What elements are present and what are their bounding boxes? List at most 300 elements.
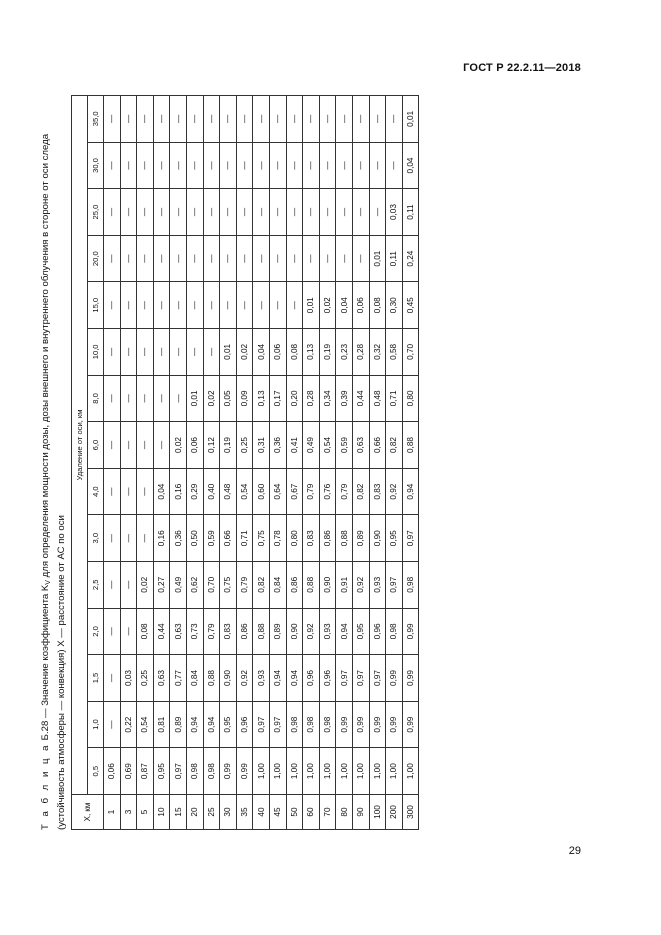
- table-cell: —: [170, 375, 187, 422]
- table-cell: —: [369, 189, 386, 236]
- table-cell: —: [369, 142, 386, 189]
- row-distance-cell: 1: [104, 795, 121, 830]
- table-cell: 0,89: [170, 701, 187, 748]
- table-word: Т а б л и ц а: [40, 743, 51, 830]
- coefficient-table: [71, 95, 419, 830]
- table-cell: 0,97: [402, 515, 419, 562]
- table-cell: 0,19: [220, 422, 237, 469]
- table-cell: —: [286, 96, 303, 143]
- table-cell: 0,92: [236, 655, 253, 702]
- table-cell: —: [120, 562, 137, 609]
- table-cell: 0,41: [286, 422, 303, 469]
- table-cell: 0,28: [352, 329, 369, 376]
- table-cell: 0,22: [120, 701, 137, 748]
- row-distance-cell: 30: [220, 795, 237, 830]
- table-cell: 0,98: [386, 608, 403, 655]
- table-cell: 0,90: [319, 562, 336, 609]
- table-cell: —: [303, 235, 320, 282]
- table-cell: 0,04: [153, 468, 170, 515]
- table-cell: 0,94: [203, 701, 220, 748]
- table-cell: 0,02: [203, 375, 220, 422]
- table-cell: 0,99: [386, 701, 403, 748]
- table-cell: 0,84: [269, 562, 286, 609]
- table-cell: —: [153, 329, 170, 376]
- table-cell: —: [186, 189, 203, 236]
- table-row: [153, 96, 170, 830]
- table-cell: —: [104, 282, 121, 329]
- table-row: [120, 96, 137, 830]
- table-cell: 0,94: [336, 608, 353, 655]
- table-cell: 1,00: [303, 748, 320, 795]
- table-cell: —: [104, 96, 121, 143]
- table-header-row-group: [72, 96, 88, 830]
- table-cell: 0,92: [303, 608, 320, 655]
- table-cell: 0,90: [220, 655, 237, 702]
- table-cell: 0,93: [369, 562, 386, 609]
- table-cell: —: [137, 422, 154, 469]
- table-cell: 0,99: [402, 655, 419, 702]
- table-cell: 0,01: [369, 235, 386, 282]
- table-cell: 0,86: [319, 515, 336, 562]
- table-cell: 0,99: [402, 608, 419, 655]
- table-cell: —: [352, 189, 369, 236]
- table-cell: 0,83: [220, 608, 237, 655]
- table-cell: —: [303, 189, 320, 236]
- table-cell: 0,89: [269, 608, 286, 655]
- table-cell: —: [203, 282, 220, 329]
- table-cell: 0,96: [319, 655, 336, 702]
- table-cell: 0,99: [352, 701, 369, 748]
- table-cell: —: [186, 96, 203, 143]
- table-cell: 0,08: [137, 608, 154, 655]
- column-header: 20,0: [88, 235, 104, 282]
- table-cell: 0,40: [203, 468, 220, 515]
- table-cell: —: [303, 142, 320, 189]
- page-number: 29: [568, 845, 581, 857]
- table-cell: 0,95: [352, 608, 369, 655]
- row-distance-cell: 200: [386, 795, 403, 830]
- table-cell: —: [269, 189, 286, 236]
- table-cell: —: [352, 96, 369, 143]
- table-row: [336, 96, 353, 830]
- table-cell: —: [336, 96, 353, 143]
- table-cell: 0,97: [336, 655, 353, 702]
- caption-text-rest: для определения мощности дозы, дозы внешнего и внутреннего облучения в стороне от оси следа (устойчивость атмосферы — конвекция) X — расстояние от АС по оси: [40, 133, 67, 830]
- table-cell: —: [170, 96, 187, 143]
- table-cell: 1,00: [386, 748, 403, 795]
- table-cell: 0,50: [186, 515, 203, 562]
- table-row: [269, 96, 286, 830]
- table-cell: 0,28: [303, 375, 320, 422]
- table-cell: 0,02: [319, 282, 336, 329]
- column-header: 4,0: [88, 468, 104, 515]
- table-cell: 0,70: [203, 562, 220, 609]
- table-cell: 0,08: [369, 282, 386, 329]
- table-cell: 0,97: [269, 701, 286, 748]
- table-cell: —: [104, 562, 121, 609]
- table-cell: 0,98: [319, 701, 336, 748]
- table-cell: 0,73: [186, 608, 203, 655]
- table-cell: 0,59: [336, 422, 353, 469]
- table-cell: —: [220, 282, 237, 329]
- table-cell: 0,75: [220, 562, 237, 609]
- row-distance-cell: 15: [170, 795, 187, 830]
- table-cell: 0,96: [236, 701, 253, 748]
- table-cell: —: [120, 329, 137, 376]
- table-cell: —: [137, 468, 154, 515]
- table-cell: 0,11: [386, 235, 403, 282]
- table-cell: —: [170, 282, 187, 329]
- table-cell: 1,00: [253, 748, 270, 795]
- table-cell: 0,77: [170, 655, 187, 702]
- table-cell: 0,09: [236, 375, 253, 422]
- table-cell: —: [153, 96, 170, 143]
- table-cell: —: [120, 515, 137, 562]
- row-distance-cell: 35: [236, 795, 253, 830]
- table-cell: —: [269, 235, 286, 282]
- row-distance-cell: 25: [203, 795, 220, 830]
- column-header: 6,0: [88, 422, 104, 469]
- table-row: [402, 96, 419, 830]
- table-cell: —: [286, 142, 303, 189]
- table-cell: 0,94: [269, 655, 286, 702]
- distance-group-header: Удаление от оси, км: [72, 96, 88, 795]
- column-header: 0,5: [88, 748, 104, 795]
- table-cell: 0,17: [269, 375, 286, 422]
- table-cell: 0,63: [170, 608, 187, 655]
- table-cell: —: [203, 142, 220, 189]
- table-cell: 0,88: [336, 515, 353, 562]
- table-cell: 0,90: [369, 515, 386, 562]
- table-cell: —: [236, 96, 253, 143]
- table-cell: —: [104, 329, 121, 376]
- table-row: [186, 96, 203, 830]
- table-cell: 0,63: [352, 422, 369, 469]
- table-cell: 0,44: [153, 608, 170, 655]
- table-cell: —: [203, 189, 220, 236]
- table-cell: 1,00: [369, 748, 386, 795]
- table-cell: —: [120, 96, 137, 143]
- table-cell: —: [137, 329, 154, 376]
- table-cell: 0,98: [402, 562, 419, 609]
- table-cell: —: [253, 189, 270, 236]
- table-cell: 0,13: [253, 375, 270, 422]
- x-column-header: X, км: [72, 795, 104, 830]
- table-cell: —: [104, 655, 121, 702]
- table-cell: 0,99: [386, 655, 403, 702]
- table-cell: 0,82: [386, 422, 403, 469]
- table-row: [220, 96, 237, 830]
- table-cell: 0,93: [253, 655, 270, 702]
- table-cell: 0,36: [170, 515, 187, 562]
- table-cell: —: [137, 375, 154, 422]
- table-cell: —: [170, 142, 187, 189]
- table-cell: 0,71: [386, 375, 403, 422]
- table-cell: —: [153, 189, 170, 236]
- table-cell: 0,31: [253, 422, 270, 469]
- table-cell: 0,88: [253, 608, 270, 655]
- table-cell: 0,06: [186, 422, 203, 469]
- caption-subscript: V: [45, 580, 52, 585]
- table-cell: 0,59: [203, 515, 220, 562]
- table-row: [303, 96, 320, 830]
- table-cell: —: [269, 96, 286, 143]
- table-cell: —: [153, 282, 170, 329]
- table-cell: —: [170, 189, 187, 236]
- table-cell: —: [170, 235, 187, 282]
- table-cell: 0,58: [386, 329, 403, 376]
- table-cell: 0,01: [220, 329, 237, 376]
- table-cell: 0,94: [186, 701, 203, 748]
- table-cell: 0,48: [369, 375, 386, 422]
- table-cell: —: [253, 96, 270, 143]
- table-cell: 0,27: [153, 562, 170, 609]
- table-cell: 1,00: [319, 748, 336, 795]
- table-cell: 1,00: [402, 748, 419, 795]
- table-cell: 0,96: [303, 655, 320, 702]
- table-cell: —: [286, 189, 303, 236]
- table-cell: —: [104, 608, 121, 655]
- table-cell: —: [286, 282, 303, 329]
- table-cell: —: [236, 142, 253, 189]
- table-cell: —: [220, 96, 237, 143]
- caption-text: Б.28 — Значение коэффициента K: [40, 584, 51, 744]
- row-distance-cell: 100: [369, 795, 386, 830]
- table-cell: 0,97: [386, 562, 403, 609]
- table-cell: 0,75: [253, 515, 270, 562]
- table-cell: —: [352, 235, 369, 282]
- table-cell: 0,79: [336, 468, 353, 515]
- table-cell: —: [319, 235, 336, 282]
- table-row: [319, 96, 336, 830]
- standard-code: ГОСТ Р 22.2.11—2018: [463, 62, 581, 74]
- table-cell: 0,98: [186, 748, 203, 795]
- table-cell: 0,80: [286, 515, 303, 562]
- table-cell: —: [220, 142, 237, 189]
- table-cell: 0,99: [336, 701, 353, 748]
- table-cell: 1,00: [286, 748, 303, 795]
- table-caption: [40, 95, 68, 830]
- table-cell: 0,01: [303, 282, 320, 329]
- table-cell: 0,08: [286, 329, 303, 376]
- table-cell: 0,80: [402, 375, 419, 422]
- table-cell: 0,76: [319, 468, 336, 515]
- table-cell: 0,54: [236, 468, 253, 515]
- table-cell: 0,62: [186, 562, 203, 609]
- table-cell: 0,24: [402, 235, 419, 282]
- column-header: 15,0: [88, 282, 104, 329]
- table-cell: —: [303, 96, 320, 143]
- column-header: 1,0: [88, 701, 104, 748]
- table-cell: 0,60: [253, 468, 270, 515]
- table-cell: 0,34: [319, 375, 336, 422]
- table-cell: 0,11: [402, 189, 419, 236]
- row-distance-cell: 70: [319, 795, 336, 830]
- table-cell: —: [120, 235, 137, 282]
- table-cell: —: [104, 235, 121, 282]
- table-cell: 0,99: [402, 701, 419, 748]
- table-cell: 0,83: [303, 515, 320, 562]
- column-header: 1,5: [88, 655, 104, 702]
- table-cell: —: [369, 96, 386, 143]
- table-cell: 0,95: [220, 701, 237, 748]
- table-cell: 0,91: [336, 562, 353, 609]
- table-cell: 0,94: [286, 655, 303, 702]
- row-distance-cell: 45: [269, 795, 286, 830]
- table-cell: 0,84: [186, 655, 203, 702]
- column-header: 3,0: [88, 515, 104, 562]
- table-cell: —: [336, 235, 353, 282]
- table-cell: 0,32: [369, 329, 386, 376]
- table-row: [236, 96, 253, 830]
- table-cell: 0,16: [170, 468, 187, 515]
- table-cell: —: [286, 235, 303, 282]
- table-cell: 0,79: [236, 562, 253, 609]
- table-cell: —: [137, 235, 154, 282]
- rotated-table-block: [40, 95, 440, 830]
- table-row: [137, 96, 154, 830]
- table-cell: 0,97: [170, 748, 187, 795]
- table-cell: —: [352, 142, 369, 189]
- table-cell: 0,03: [120, 655, 137, 702]
- table-cell: —: [104, 422, 121, 469]
- table-row: [104, 96, 121, 830]
- table-cell: 0,71: [236, 515, 253, 562]
- table-cell: 0,67: [286, 468, 303, 515]
- table-cell: 0,92: [386, 468, 403, 515]
- row-distance-cell: 5: [137, 795, 154, 830]
- table-cell: —: [104, 142, 121, 189]
- table-row: [352, 96, 369, 830]
- table-cell: 0,04: [253, 329, 270, 376]
- table-cell: 0,64: [269, 468, 286, 515]
- table-cell: 0,79: [303, 468, 320, 515]
- table-cell: 0,97: [369, 655, 386, 702]
- table-cell: 0,06: [104, 748, 121, 795]
- table-cell: —: [203, 96, 220, 143]
- table-cell: —: [153, 142, 170, 189]
- table-cell: —: [137, 142, 154, 189]
- table-cell: 0,02: [236, 329, 253, 376]
- table-cell: —: [319, 142, 336, 189]
- table-cell: 0,88: [203, 655, 220, 702]
- table-cell: —: [104, 515, 121, 562]
- table-cell: 0,78: [269, 515, 286, 562]
- table-cell: —: [104, 375, 121, 422]
- table-row: [253, 96, 270, 830]
- column-header: 25,0: [88, 189, 104, 236]
- table-cell: 0,82: [253, 562, 270, 609]
- table-cell: —: [386, 96, 403, 143]
- table-cell: —: [236, 189, 253, 236]
- table-cell: 1,00: [352, 748, 369, 795]
- table-cell: 0,97: [352, 655, 369, 702]
- table-cell: 0,05: [220, 375, 237, 422]
- table-cell: —: [269, 142, 286, 189]
- table-cell: 0,83: [369, 468, 386, 515]
- table-cell: 0,88: [303, 562, 320, 609]
- table-cell: —: [104, 189, 121, 236]
- table-cell: 0,01: [402, 96, 419, 143]
- table-cell: —: [153, 422, 170, 469]
- row-distance-cell: 20: [186, 795, 203, 830]
- table-cell: 0,02: [170, 422, 187, 469]
- table-cell: 0,19: [319, 329, 336, 376]
- table-cell: —: [120, 375, 137, 422]
- table-cell: 0,82: [352, 468, 369, 515]
- table-cell: —: [186, 142, 203, 189]
- table-cell: 0,12: [203, 422, 220, 469]
- table-cell: —: [253, 142, 270, 189]
- table-cell: —: [319, 189, 336, 236]
- row-distance-cell: 40: [253, 795, 270, 830]
- column-header: 8,0: [88, 375, 104, 422]
- table-cell: 0,69: [120, 748, 137, 795]
- table-row: [286, 96, 303, 830]
- table-header-row-columns: [88, 96, 104, 830]
- table-cell: 0,25: [137, 655, 154, 702]
- table-cell: —: [253, 282, 270, 329]
- table-cell: —: [120, 608, 137, 655]
- table-cell: 1,00: [336, 748, 353, 795]
- row-distance-cell: 3: [120, 795, 137, 830]
- table-cell: —: [236, 235, 253, 282]
- table-row: [369, 96, 386, 830]
- table-cell: 1,00: [269, 748, 286, 795]
- table-cell: —: [186, 329, 203, 376]
- table-cell: —: [120, 189, 137, 236]
- table-cell: 0,87: [137, 748, 154, 795]
- table-row: [170, 96, 187, 830]
- table-cell: —: [319, 96, 336, 143]
- table-cell: 0,97: [253, 701, 270, 748]
- table-cell: —: [137, 515, 154, 562]
- table-cell: 0,99: [369, 701, 386, 748]
- row-distance-cell: 80: [336, 795, 353, 830]
- table-cell: 0,49: [170, 562, 187, 609]
- table-cell: —: [120, 142, 137, 189]
- table-cell: —: [186, 235, 203, 282]
- table-cell: 0,98: [286, 701, 303, 748]
- table-cell: 0,49: [303, 422, 320, 469]
- table-cell: 0,54: [319, 422, 336, 469]
- table-cell: 0,13: [303, 329, 320, 376]
- table-cell: —: [153, 235, 170, 282]
- table-cell: 0,66: [220, 515, 237, 562]
- table-cell: 0,01: [186, 375, 203, 422]
- table-cell: 0,29: [186, 468, 203, 515]
- table-cell: 0,86: [286, 562, 303, 609]
- table-row: [203, 96, 220, 830]
- column-header: 2,0: [88, 608, 104, 655]
- table-cell: —: [104, 468, 121, 515]
- table-cell: —: [269, 282, 286, 329]
- table-cell: —: [153, 375, 170, 422]
- table-cell: 0,48: [220, 468, 237, 515]
- table-cell: —: [186, 282, 203, 329]
- column-header: 30,0: [88, 142, 104, 189]
- table-cell: 0,06: [269, 329, 286, 376]
- row-distance-cell: 90: [352, 795, 369, 830]
- table-cell: —: [120, 282, 137, 329]
- table-cell: 0,95: [386, 515, 403, 562]
- column-header: 35,0: [88, 96, 104, 143]
- table-cell: 0,06: [352, 282, 369, 329]
- table-cell: 0,54: [137, 701, 154, 748]
- table-cell: 0,02: [137, 562, 154, 609]
- table-cell: —: [336, 142, 353, 189]
- table-cell: —: [236, 282, 253, 329]
